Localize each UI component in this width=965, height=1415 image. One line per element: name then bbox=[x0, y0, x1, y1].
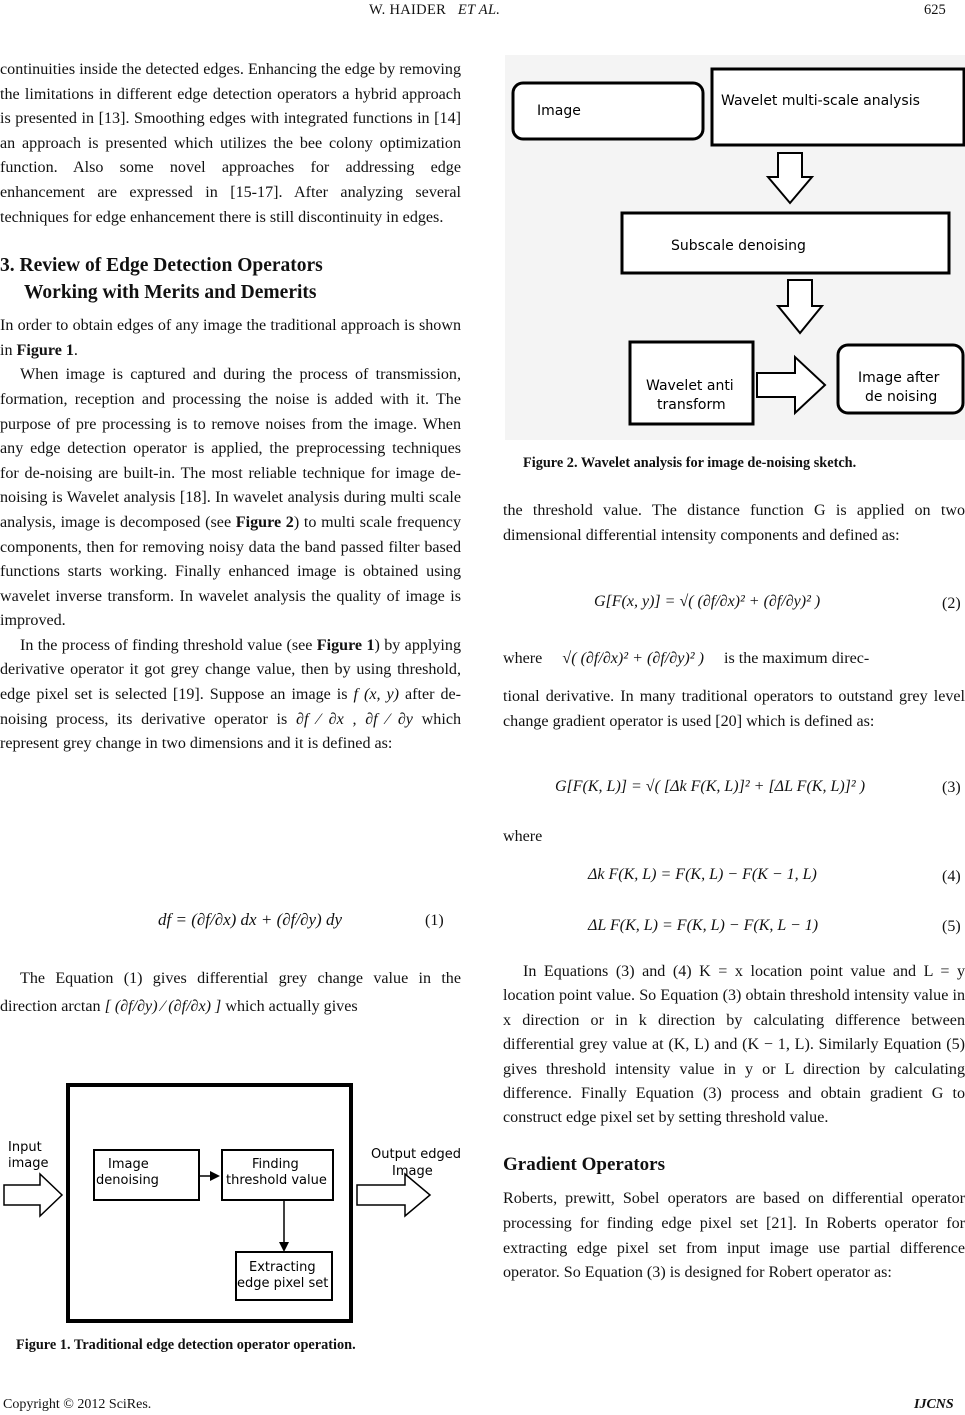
box-subscale-denoising-label: Subscale denoising bbox=[671, 238, 806, 254]
equation-2: G[F(x, y)] = √( (∂f/∂x)² + (∂f/∂y)² ) bbox=[594, 593, 821, 610]
box-wavelet-anti-label-2: transform bbox=[657, 397, 726, 413]
input-label-1: Input bbox=[8, 1140, 42, 1155]
paragraph-gradient-operator: tional derivative. In many traditional operators to outstand grey level change gradient operator is used [20] which is defined as: bbox=[503, 688, 965, 730]
left-column-bottom bbox=[0, 965, 461, 1021]
math-max-directional: √( (∂f/∂x)² + (∂f/∂y)² ) bbox=[562, 650, 704, 667]
input-arrow-icon bbox=[4, 1174, 62, 1216]
paragraph-intro: In order to obtain edges of any image the traditional approach is shown in Figure 1. bbox=[0, 317, 461, 359]
box-image-after-label-1: Image after bbox=[858, 370, 940, 386]
box-extracting-label-1: Extracting bbox=[249, 1260, 316, 1275]
figure-2-diagram bbox=[505, 55, 965, 440]
figure-ref[interactable]: Figure 1 bbox=[16, 341, 74, 359]
box-image-denoising-label-1: Image bbox=[108, 1157, 149, 1172]
figure-ref[interactable]: Figure 1 bbox=[316, 636, 375, 654]
equation-5: ΔL F(K, L) = F(K, L) − F(K, L − 1) bbox=[588, 917, 819, 934]
footer-journal: IJCNS bbox=[914, 1397, 954, 1412]
paragraph-threshold: In the process of finding threshold value (see Figure 1) by applying derivative operator it got grey change value, then by using threshold, edge pixel set is selected [19]. Suppose an image is f (x, y) after de-noising process, its derivative operator is ∂f ∕ ∂x , ∂f ∕ ∂y which represent grey change in two dimensions and it is defined as: bbox=[0, 636, 462, 753]
box-extracting-label-2: edge pixel set bbox=[237, 1276, 329, 1291]
where-label: where bbox=[503, 828, 543, 845]
input-label-2: image bbox=[8, 1156, 49, 1171]
equation-1: df = (∂f/∂x) dx + (∂f/∂y) dy bbox=[158, 910, 342, 929]
footer-copyright: Copyright © 2012 SciRes. bbox=[3, 1397, 152, 1412]
right-column-gradient bbox=[503, 685, 965, 734]
figure-1-caption: Figure 1. Traditional edge detection operator operation. bbox=[16, 1337, 356, 1353]
paragraph-distance-function: the threshold value. The distance function G is applied on two dimensional differential intensity components and defined as: bbox=[503, 502, 965, 544]
output-label-1: Output edged bbox=[371, 1147, 462, 1162]
figure-ref[interactable]: Figure 2 bbox=[235, 513, 294, 531]
equation-2-number: (2) bbox=[942, 595, 961, 612]
output-arrow-icon bbox=[357, 1174, 430, 1216]
section-heading: 3. Review of Edge Detection Operators Working with Merits and Demerits bbox=[0, 255, 323, 304]
box-wavelet-multiscale-label: Wavelet multi-scale analysis bbox=[721, 93, 920, 109]
equation-3-number: (3) bbox=[942, 779, 961, 796]
paragraph-gradient-operators: Roberts, prewitt, Sobel operators are based on differential operator processing for finding edge pixel set [21]. In Roberts operator for extracting edge pixel set from input image use partial difference operator. So Equation (3) is designed for Robert operator as: bbox=[503, 1190, 965, 1282]
figure-1-diagram bbox=[0, 1080, 465, 1330]
equation-3: G[F(K, L)] = √( [Δk F(K, L)]² + [ΔL F(K, L)]² ) bbox=[555, 778, 866, 795]
paragraph-denoising: When image is captured and during the process of transmission, formation, reception and processing the noise is added with it. The purpose of pre processing is to remove noises from the image. When any edge detection operator is applied, the preprocessing techniques for de-noising are built-in. The most reliable technique for image de-noising is Wavelet analysis [18]. In wavelet analysis during multi scale analysis, image is decomposed (see Figure 2) to multi scale frequency components, then for removing noisy data the band passed filter based functions starts working. Finally enhanced image is obtained using wavelet inverse transform. In wavelet analysis the quality of image is improved. bbox=[0, 366, 462, 630]
page-number: 625 bbox=[924, 2, 946, 18]
math-arctan-fraction: [ (∂f/∂y) ∕ (∂f/∂x) ] bbox=[104, 998, 222, 1015]
box-wavelet-anti-label-1: Wavelet anti bbox=[646, 378, 734, 394]
equation-4: Δk F(K, L) = F(K, L) − F(K − 1, L) bbox=[588, 866, 817, 883]
math-dfdx: ∂f ∕ ∂x , bbox=[296, 710, 357, 728]
where-line: where √( (∂f/∂x)² + (∂f/∂y)² ) is the maximum direc- bbox=[503, 650, 870, 667]
box-image-label: Image bbox=[537, 103, 581, 119]
right-column-bottom bbox=[503, 960, 965, 1286]
equation-5-number: (5) bbox=[942, 918, 961, 935]
paragraph-continued: continuities inside the detected edges. Enhancing the edge by removing the limitations in different edge detection operators a hybrid approach is presented in [13]. Smoothing edges with integrated functions in [14] an approach is presented which utilizes the bee colony optimization function. Also some novel approaches for addressing edge enhancement are expressed in [15-17]. After analyzing several techniques for edge enhancement there is still discontinuity in edges. bbox=[0, 61, 461, 226]
figure-2-caption: Figure 2. Wavelet analysis for image de-noising sketch. bbox=[523, 455, 857, 471]
box-finding-threshold-label-2: threshold value bbox=[226, 1173, 327, 1188]
math-fxy: f (x, y) bbox=[353, 686, 399, 704]
equation-4-number: (4) bbox=[942, 868, 961, 885]
paragraph-equation-explanation: In Equations (3) and (4) K = x location point value and L = y location point value. So Equation (3) obtain threshold intensity value in x direction or in k direction by calculating difference between differential grey value at (K, L) and (K − 1, L). Similarly Equation (5) gives threshold intensity value in y or L direction by calculating difference. Finally Equation (3) process and obtain gradient G to construct edge pixel set by setting threshold value. bbox=[503, 963, 965, 1127]
box-finding-threshold-label-1: Finding bbox=[252, 1157, 299, 1172]
box-image-denoising-label-2: denoising bbox=[96, 1173, 159, 1188]
output-label-2: Image bbox=[392, 1164, 433, 1179]
paragraph-equation-1: The Equation (1) gives differential grey change value in the direction arctan [ (∂f/∂y) ∕ (∂f/∂x) ] which actually gives bbox=[0, 970, 461, 1015]
left-column-top bbox=[0, 58, 461, 757]
subsection-heading: Gradient Operators bbox=[503, 1153, 666, 1175]
box-image-after-label-2: de noising bbox=[865, 389, 938, 405]
running-header-author: W. HAIDER ET AL. bbox=[369, 2, 501, 18]
equation-1-number: (1) bbox=[425, 912, 444, 929]
math-dfdy: ∂f ∕ ∂y bbox=[365, 710, 413, 728]
right-column-intro bbox=[503, 499, 965, 548]
